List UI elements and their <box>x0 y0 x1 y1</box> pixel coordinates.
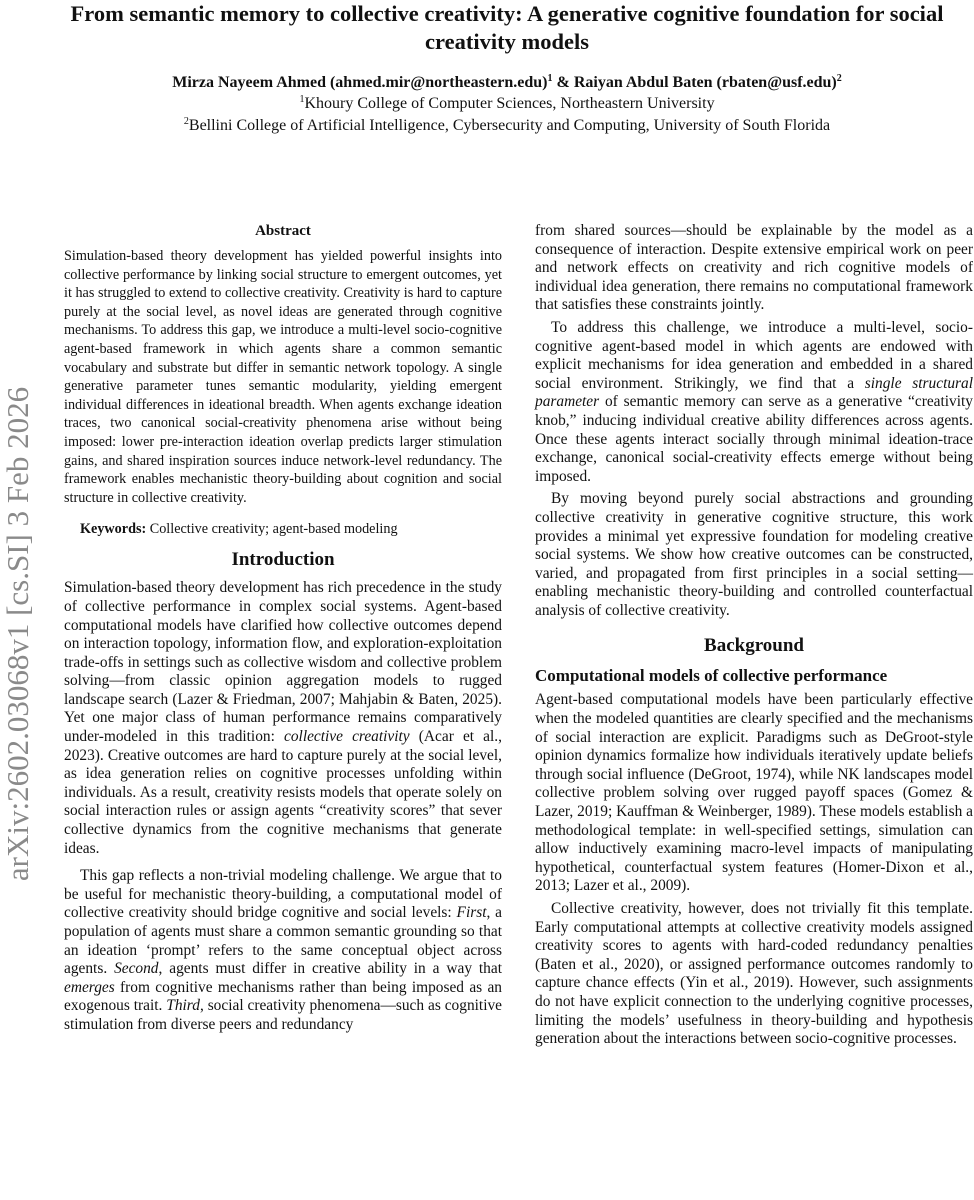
introduction-heading: Introduction <box>231 549 335 571</box>
intro-paragraph-1 <box>64 579 502 858</box>
background-heading: Background <box>704 635 804 657</box>
affil-text: Bellini College of Artificial Intelligence, Cybersecurity and Computing, University of South Florida <box>188 117 831 134</box>
author-2-affil: 2 <box>836 73 842 84</box>
italic-run: emerges <box>64 978 115 996</box>
italic-run: Third <box>166 997 200 1015</box>
background-paragraph-2: Collective creativity, however, does not trivially fit this template. Early computational attempts at collective creativity models assigned creativity scores to agents with hard-coded redundancy penalties (Baten et al., 2020), or assigned performance outcomes randomly to capture chance effects (Yin et al., 2019). However, such assignments do not have explicit connection to the underlying cognitive processes, limiting the models’ usefulness in theory-building and hypothesis generation about the interactions between socio-cognitive processes. <box>535 900 973 1048</box>
text-run: Simulation-based theory development has rich precedence in the study of collective performance in complex social systems. Agent-based computational models have clarified how collective outcomes depend on interaction topology, information flow, and exploration-exploitation trade-offs in settings such as collective wisdom and collective problem solving—from classic opinion aggregation models to rugged landscape search (Lazer & Friedman, 2007; Mahjabin & Baten, 2025). Yet one major class of human performance remains comparatively under-modeled in this tradition: <box>64 579 502 746</box>
affiliation-1 <box>40 93 974 114</box>
author-1-affil: 1 <box>547 73 553 84</box>
text-run: , a population of agents must share a common semantic grounding so that an ideation ‘prompt’ refers to the same conceptual object across agents. <box>64 904 502 978</box>
right-column <box>535 222 973 1049</box>
keywords-text: Collective creativity; agent-based modeling <box>149 521 398 538</box>
abstract-text: Simulation-based theory development has yielded powerful insights into collective performance by linking social structure to emergent outcomes, yet it has struggled to extend to collective creativity. Creativity is hard to capture purely at the social level, as novel ideas are generated through cognitive mechanisms. To address this gap, we introduce a multi-level socio-cognitive agent-based framework in which agents share a common semantic vocabulary and substrate but differ in semantic network topology. A single generative parameter tunes semantic modularity, yielding emergent individual differences in ideational breadth. When agents exchange ideation traces, two canonical social-creativity phenomena arise without being imposed: lower pre-interaction ideation overlap predicts larger stimulation gains, and shared inspiration sources induce network-level redundancy. The framework enables mechanistic theory-building about cognition and social structure in collective creativity. <box>64 248 502 506</box>
text-run: To address this challenge, we introduce a multi-level, socio-cognitive agent-based model in which agents are endowed with explicit mechanisms for idea generation and embedded in a shared social environment. Strikingly, we find that a <box>535 318 973 392</box>
arxiv-stamp: arXiv:2602.03068v1 [cs.SI] 3 Feb 2026 <box>0 386 35 882</box>
abstract-heading: Abstract <box>255 223 311 239</box>
text-run: (Acar et al., 2023). Creative outcomes are hard to capture purely at the social level, as idea generation relies on cognitive processes unfolding within individuals. As a result, creativity resists models that operate solely on social interaction rules or assign agents “creativity scores” that sever collective dynamics from the cognitive mechanisms that generate ideas. <box>64 728 502 857</box>
text-run: , social creativity phenomena—such as cognitive stimulation from diverse peers and redundancy <box>64 997 502 1033</box>
left-column <box>64 222 502 1035</box>
intro-paragraph-3 <box>535 319 973 486</box>
author-list <box>40 73 974 93</box>
author-2: Raiyan Abdul Baten (rbaten@usf.edu) <box>573 74 837 91</box>
italic-run: First <box>456 904 487 922</box>
author-separator: & <box>552 74 574 91</box>
italic-run: collective creativity <box>284 728 410 746</box>
intro-paragraph-2 <box>64 867 502 1034</box>
author-1: Mirza Nayeem Ahmed (ahmed.mir@northeastern.edu) <box>172 74 548 91</box>
affil-text: Khoury College of Computer Sciences, Northeastern University <box>304 95 715 112</box>
text-run: from cognitive mechanisms rather than being imposed as an exogenous trait. <box>64 978 502 1015</box>
background-paragraph-1: Agent-based computational models have been particularly effective when the modeled quantities are clearly specified and the mechanisms of social interaction are explicit. Paradigms such as DeGroot-style opinion dynamics formalize how individuals iteratively update beliefs through social influence (DeGroot, 1974), while NK landscapes model collective problem solving over rugged payoff spaces (Gomez & Lazer, 2019; Kauffman & Weinberger, 1989). These models establish a methodological template: in well-specified settings, simulation can allow inductively examining macro-level impacts of manipulating hypothetical, counterfactual system features (Homer-Dixon et al., 2013; Lazer et al., 2009). <box>535 691 973 895</box>
italic-run: Second <box>114 960 159 978</box>
affiliation-2 <box>40 115 974 136</box>
affil-marker: 2 <box>183 116 189 127</box>
background-subheading: Computational models of collective performance <box>535 666 888 686</box>
paper-title: From semantic memory to collective creativity: A generative cognitive foundation for social creativity models <box>70 1 944 54</box>
intro-paragraph-2-continued: from shared sources—should be explainable by the model as a consequence of interaction. Despite extensive empirical work on peer and network effects on creativity and rich cognitive models of individual idea generation, there remains no computational framework that satisfies these constraints jointly. <box>535 222 973 314</box>
text-run: of semantic memory can serve as a generative “creativity knob,” inducing individual creative ability differences across agents. Once these agents interact socially through minimal ideation-trace exchange, canonical social-creativity effects emerge without being imposed. <box>535 393 973 485</box>
italic-run: single structural parameter <box>535 374 973 411</box>
keywords <box>80 520 487 538</box>
intro-paragraph-4: By moving beyond purely social abstractions and grounding collective creativity in generative cognitive structure, this work provides a minimal yet expressive foundation for modeling creative social systems. We show how creative outcomes can be constructed, varied, and propagated from first principles in a social setting—enabling mechanistic theory-building and controlled counterfactual analysis of collective creativity. <box>535 490 973 619</box>
keywords-label: Keywords: <box>80 521 147 538</box>
text-run: , agents must differ in creative ability in a way that <box>158 960 502 978</box>
affil-marker: 1 <box>299 94 305 105</box>
text-run: This gap reflects a non-trivial modeling challenge. We argue that to be useful for mechanistic theory-building, a computational model of collective creativity should bridge cognitive and social levels: <box>64 867 502 922</box>
